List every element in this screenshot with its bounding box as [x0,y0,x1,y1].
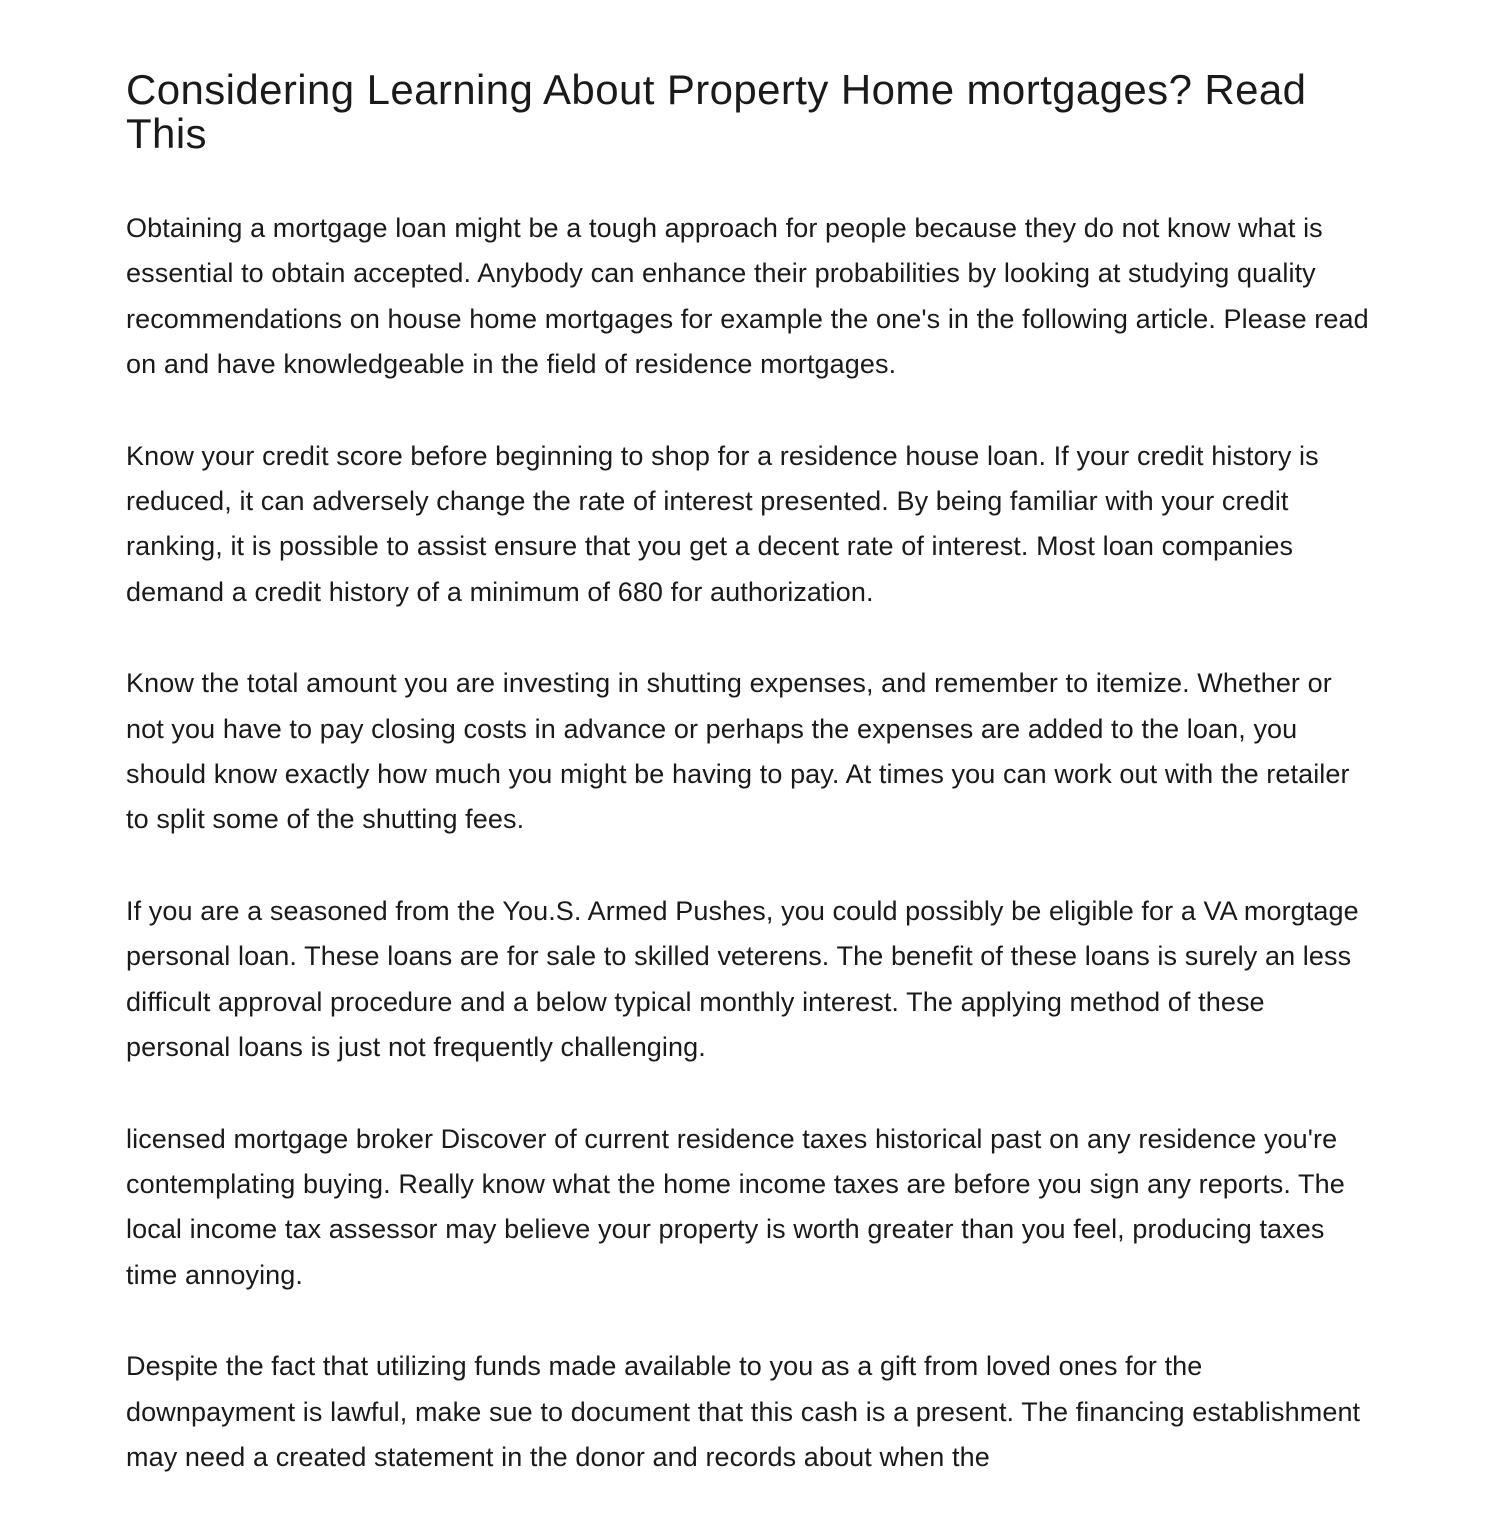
article-body [126,206,1376,1480]
paragraph-1: Obtaining a mortgage loan might be a tough approach for people because they do not know what is essential to obtain accepted. Anybody can enhance their probabilities by looking at studying quality recommendations on house home mortgages for example the one's in the following article. Please read on and have knowledgeable in the field of residence mortgages. [126,213,1369,380]
paragraph-4: If you are a seasoned from the You.S. Armed Pushes, you could possibly be eligible for a VA morgtage personal loan. These loans are for sale to skilled veterens. The benefit of these loans is surely an less difficult approval procedure and a below typical monthly interest. The applying method of these personal loans is just not frequently challenging. [126,895,1359,1063]
paragraph-2: Know your credit score before beginning to shop for a residence house loan. If your credit history is reduced, it can adversely change the rate of interest presented. By being familiar with your credit ranking, it is possible to assist ensure that you get a decent rate of interest. Most loan companies demand a credit history of a minimum of 680 for authorization. [126,440,1319,607]
document-page [126,68,1376,1526]
page-title: Considering Learning About Property Home mortgages? Read This [126,66,1307,157]
paragraph-5: licensed mortgage broker Discover of current residence taxes historical past on any residence you're contemplating buying. Really know what the home income taxes are before you sign any reports. The local income tax assessor may believe your property is worth greater than you feel, producing taxes time annoying. [126,1123,1345,1290]
paragraph-6: Despite the fact that utilizing funds made available to you as a gift from loved ones for the downpayment is lawful, make sue to document that this cash is a present. The financing establishment may need a created statement in the donor and records about when the [126,1351,1361,1472]
paragraph-3: Know the total amount you are investing in shutting expenses, and remember to itemize. Whether or not you have to pay closing costs in advance or perhaps the expenses are added to the loan, you should know exactly how much you might be having to pay. At times you can work out with the retailer to split some of the shutting fees. [126,668,1350,835]
